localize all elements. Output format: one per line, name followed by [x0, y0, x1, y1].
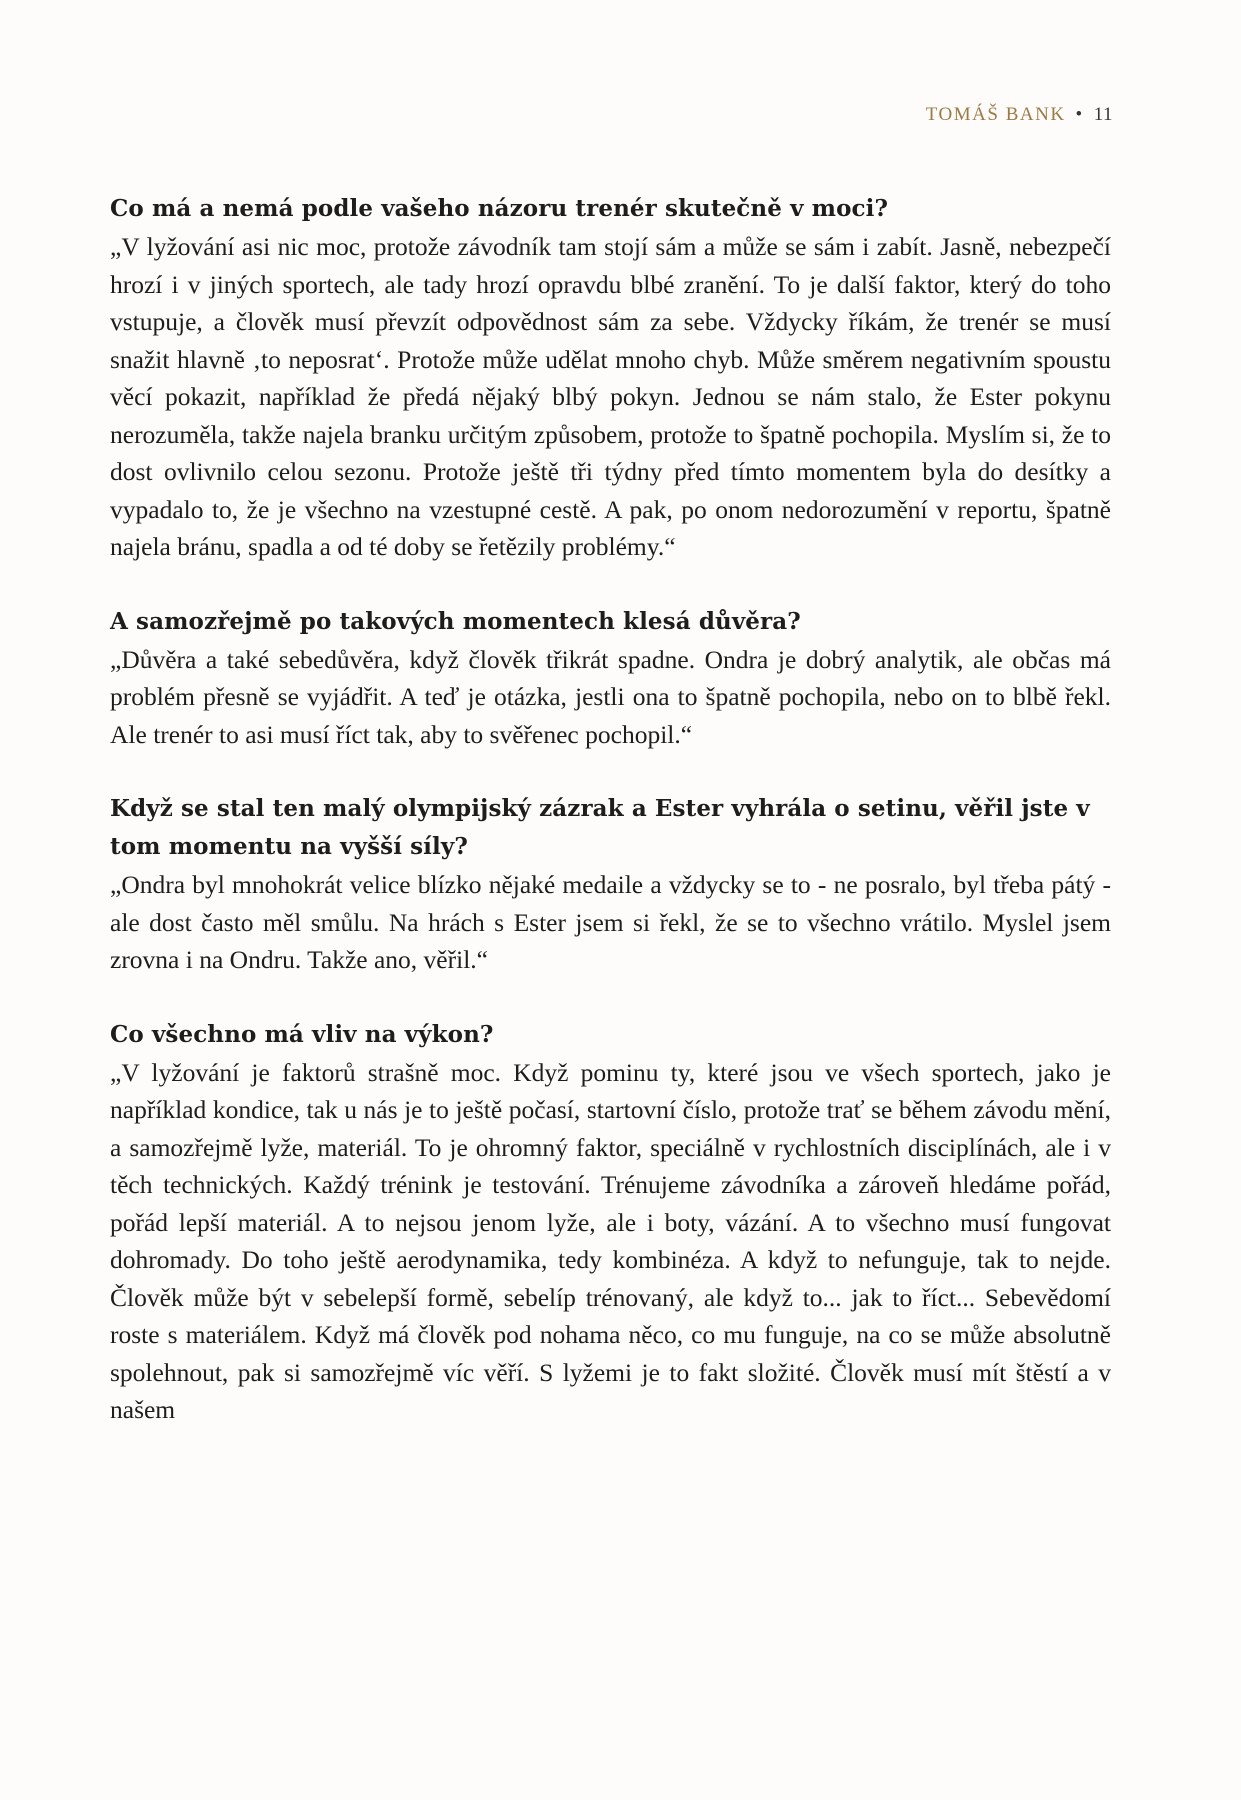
interview-answer: „Ondra byl mnohokrát velice blízko nějaké medaile a vždycky se to - ne posralo, byl třeba pátý - ale dost často měl smůlu. Na hrách s Ester jsem si řekl, že se to všechno vrátilo. Myslel jsem zrovna i na Ondru. Takže ano, věřil.“: [110, 870, 1111, 974]
interview-section: [110, 190, 1111, 566]
header-separator: •: [1075, 104, 1084, 125]
interview-question: Když se stal ten malý olympijský zázrak a Ester vyhrála o setinu, věřil jste v tom momentu na vyšší síly?: [110, 795, 1090, 860]
page-number: 11: [1093, 104, 1113, 125]
interview-answer: „V lyžování je faktorů strašně moc. Když pominu ty, které jsou ve všech sportech, jako je například kondice, tak u nás je to ještě počasí, startovní číslo, protože trať se během závodu mění, a samozřejmě lyže, materiál. To je ohromný faktor, speciálně v rychlostních disciplínách, ale i v těch technických. Každý trénink je testování. Trénujeme závodníka a zároveň hledáme pořád, pořád lepší materiál. A to nejsou jenom lyže, ale i boty, vázání. A to všechno musí fungovat dohromady. Do toho ještě aerodynamika, tedy kombinéza. A když to nefunguje, tak to nejde. Člověk může být v sebelepší formě, sebelíp trénovaný, ale když to... jak to říct... Sebevědomí roste s materiálem. Když má člověk pod nohama něco, co mu funguje, na co se může absolutně spolehnout, pak si samozřejmě víc věří. S lyžemi je to fakt složité. Člověk musí mít štěstí a v našem: [110, 1057, 1111, 1424]
interview-section: [110, 790, 1111, 979]
interview-section: [110, 603, 1111, 754]
interview-question: Co všechno má vliv na výkon?: [110, 1020, 494, 1048]
running-header: [926, 104, 1113, 126]
interview-answer: „Důvěra a také sebedůvěra, když člověk třikrát spadne. Ondra je dobrý analytik, ale občas má problém přesně se vyjádřit. A teď je otázka, jestli ona to špatně pochopila, nebo on to blbě řekl. Ale trenér to asi musí říct tak, aby to svěřenec pochopil.“: [110, 644, 1111, 749]
interview-body: [110, 190, 1111, 1466]
interview-question: Co má a nemá podle vašeho názoru trenér skutečně v moci?: [110, 195, 889, 222]
interview-section: [110, 1016, 1111, 1429]
interview-question: A samozřejmě po takových momentech klesá důvěra?: [110, 607, 801, 635]
author-name: TOMÁŠ BANK: [925, 104, 1066, 125]
interview-answer: „V lyžování asi nic moc, protože závodník tam stojí sám a může se sám i zabít. Jasně, nebezpečí hrozí i v jiných sportech, ale tady hrozí opravdu blbé zranění. To je další faktor, který do toho vstupuje, a člověk musí převzít odpovědnost sám za sebe. Vždycky říkám, že trenér se musí snažit hlavně ‚to neposrat‘. Protože může udělat mnoho chyb. Může směrem negativním spoustu věcí pokazit, například že předá nějaký blbý pokyn. Jednou se nám stalo, že Ester pokynu nerozuměla, takže najela branku určitým způsobem, protože to špatně pochopila. Myslím si, že to dost ovlivnilo celou sezonu. Protože ještě tři týdny před tímto momentem byla do desítky a vypadalo to, že je všechno na vzestupné cestě. A pak, po onom nedorozumění v reportu, špatně najela bránu, spadla a od té doby se řetězily problémy.“: [110, 232, 1111, 561]
